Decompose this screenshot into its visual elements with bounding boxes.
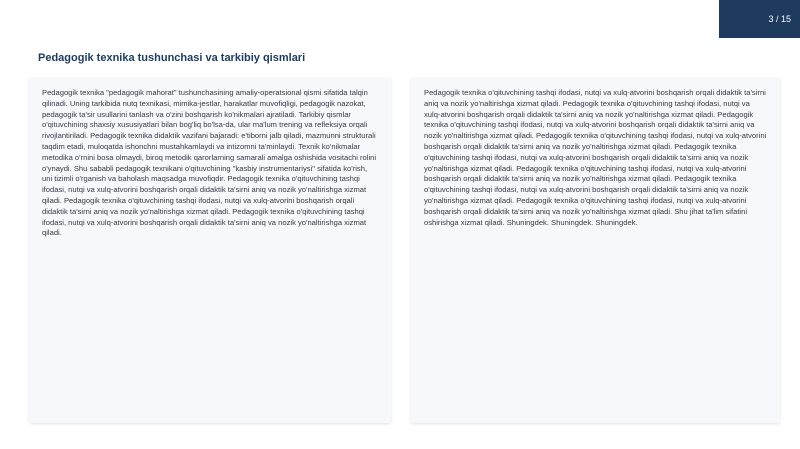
right-text-panel	[411, 78, 780, 423]
right-panel-text: Pedagogik texnika o'qituvchining tashqi ifodasi, nutqi va xulq-atvorini boshqarish orqali didaktik ta'sirni aniq va nozik yo'naltirishga xizmat qiladi. Pedagogik texnika o'qituvchining tashqi ifodasi, nutqi va xulq-atvorini boshqarish orqali didaktik ta'sirni aniq va nozik yo'naltirishga xizmat qiladi. Pedagogik texnika o'qituvchining tashqi ifodasi, nutqi va xulq-atvorini boshqarish orqali didaktik ta'sirni aniq va nozik yo'naltirishga xizmat qiladi. Pedagogik texnika o'qituvchining tashqi ifodasi, nutqi va xulq-atvorini boshqarish orqali didaktik ta'sirni aniq va nozik yo'naltirishga xizmat qiladi. Pedagogik texnika o'qituvchining tashqi ifodasi, nutqi va xulq-atvorini boshqarish orqali didaktik ta'sirni aniq va nozik yo'naltirishga xizmat qiladi. Pedagogik texnika o'qituvchining tashqi ifodasi, nutqi va xulq-atvorini boshqarish orqali didaktik ta'sirni aniq va nozik yo'naltirishga xizmat qiladi. Pedagogik texnika o'qituvchining tashqi ifodasi, nutqi va xulq-atvorini boshqarish orqali didaktik ta'sirni aniq va nozik yo'naltirishga xizmat qiladi. Pedagogik texnika o'qituvchining tashqi ifodasi, nutqi va xulq-atvorini boshqarish orqali didaktik ta'sirni aniq va nozik yo'naltirishga xizmat qiladi. Shu jihat ta'lim sifatini oshirishga xizmat qiladi. Shuningdek. Shuningdek. Shuningdek.	[424, 88, 767, 227]
left-panel-text: Pedagogik texnika "pedagogik mahorat" tushunchasining amaliy-operatsional qismi sifatida talqin qilinadi. Uning tarkibida nutq texnikasi, mimika-jestlar, harakatlar muvofiqligi, pedagogik nazokat, pedagogik ta'sir usullarini tanlash va o'zini boshqarish ko'nikmalari ajratiladi. Tarkibiy qismlar o'qituvchining shaxsiy xususiyatlari bilan bog'liq bo'lsa-da, ular ma'lum trening va refleksiya orqali rivojlantiriladi. Pedagogik texnika didaktik vazifani bajaradi: e'tiborni jalb qiladi, mazmunni strukturali taqdim etadi, muloqatda ishonchni mustahkamlaydi va intizomni ta'minlaydi. Texnik ko'nikmalar metodika o'rnini bosa olmaydi, biroq metodik qarorlarning samarali amalga oshishida vositachi rolini o'ynaydi. Shu sababli pedagogik texnikani o'qituvchining "kasbiy instrumentariysi" sifatida ko'rish, uni tizimli o'rganish va baholash maqsadga muvofiqdir. Pedagogik texnika o'qituvchining tashqi ifodasi, nutqi va xulq-atvorini boshqarish orqali didaktik ta'sirni aniq va nozik yo'naltirishga xizmat qiladi. Pedagogik texnika o'qituvchining tashqi ifodasi, nutqi va xulq-atvorini boshqarish orqali didaktik ta'sirni aniq va nozik yo'naltirishga xizmat qiladi. Pedagogik texnika o'qituvchining tashqi ifodasi, nutqi va xulq-atvorini boshqarish orqali didaktik ta'sirni aniq va nozik yo'naltirishga xizmat qiladi.	[42, 88, 377, 238]
slide-title: Pedagogik texnika tushunchasi va tarkibiy qismlari	[38, 52, 306, 64]
left-text-panel	[29, 78, 391, 423]
page-number: 3 / 15	[768, 14, 791, 24]
page-number-badge	[719, 0, 800, 38]
